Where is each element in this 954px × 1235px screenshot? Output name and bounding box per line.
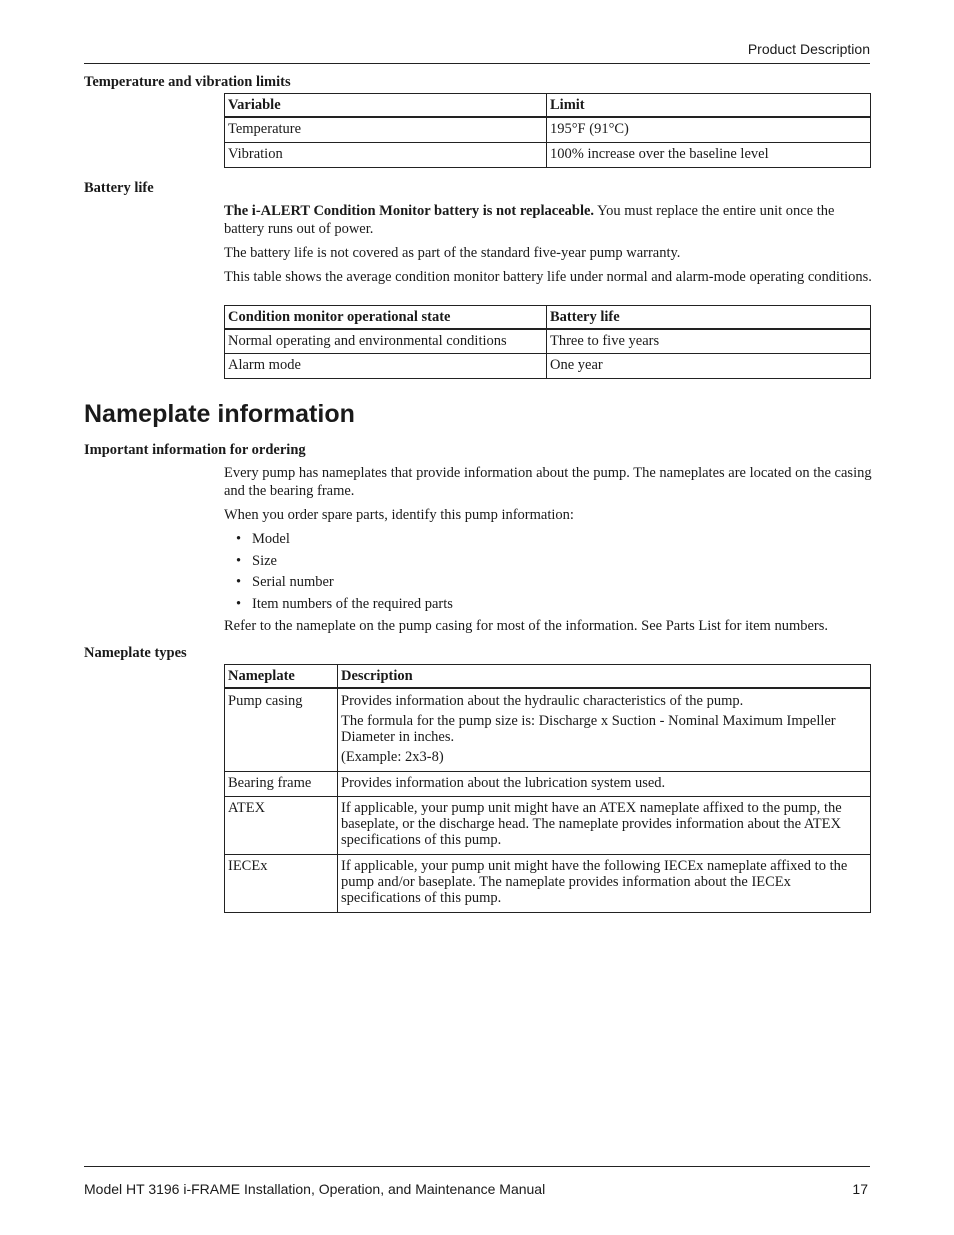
table-cell: Vibration bbox=[225, 142, 547, 167]
table-cell: Pump casing bbox=[225, 688, 338, 772]
table-row bbox=[225, 353, 871, 378]
ordering-paragraph-2: When you order spare parts, identify this pump information: bbox=[224, 507, 574, 523]
battery-heading: Battery life bbox=[84, 180, 154, 196]
bullet-icon: • bbox=[236, 595, 242, 612]
table-cell: Three to five years bbox=[547, 329, 871, 353]
battery-warning: The i-ALERT Condition Monitor battery is not replaceable. bbox=[224, 203, 595, 219]
bullet-icon: • bbox=[236, 531, 242, 547]
list-item: • Model bbox=[236, 531, 290, 547]
ordering-heading: Important information for ordering bbox=[84, 442, 306, 458]
table-cell: If applicable, your pump unit might have the following IECEx nameplate affixed to the pump and/or baseplate. The nameplate provides information about the IECEx specifications of this pump. bbox=[338, 855, 871, 913]
column-header: Nameplate bbox=[225, 665, 338, 689]
table-row bbox=[225, 855, 871, 913]
column-header: Condition monitor operational state bbox=[225, 306, 547, 330]
page-number: 17 bbox=[852, 1181, 868, 1197]
temp-vibration-table bbox=[224, 93, 871, 168]
table-cell: ATEX bbox=[225, 797, 338, 855]
section-title: Nameplate information bbox=[84, 400, 355, 428]
column-header: Description bbox=[338, 665, 871, 689]
battery-life-table bbox=[224, 305, 871, 379]
temp-vibration-heading: Temperature and vibration limits bbox=[84, 74, 291, 90]
table-row bbox=[225, 142, 871, 167]
ordering-paragraph-1: Every pump has nameplates that provide information about the pump. The nameplates are located on the casing and the bearing frame. bbox=[224, 465, 872, 499]
list-item: • Serial number bbox=[236, 574, 334, 590]
table-cell: Temperature bbox=[225, 117, 547, 142]
running-header: Product Description bbox=[747, 41, 870, 57]
table-cell: Normal operating and environmental conditions bbox=[225, 329, 547, 353]
table-row bbox=[225, 329, 871, 353]
ordering-bullet-list bbox=[236, 530, 453, 616]
battery-paragraph-1 bbox=[224, 202, 872, 238]
table-cell: Alarm mode bbox=[225, 353, 547, 378]
battery-paragraph-3: This table shows the average condition monitor battery life under normal and alarm-mode operating conditions. bbox=[224, 269, 872, 285]
table-cell: Bearing frame bbox=[225, 772, 338, 797]
header-divider bbox=[84, 63, 870, 64]
table-header-row bbox=[225, 94, 871, 118]
battery-warning-rest: You must replace the entire unit once the battery runs out of power. bbox=[224, 203, 835, 237]
column-header: Battery life bbox=[547, 306, 871, 330]
battery-paragraph-2: The battery life is not covered as part of the standard five-year pump warranty. bbox=[224, 245, 681, 261]
table-cell: 195°F (91°C) bbox=[547, 117, 871, 142]
table-cell: If applicable, your pump unit might have an ATEX nameplate affixed to the pump, the baseplate, or the discharge head. The nameplate provides information about the ATEX specifications of this pump. bbox=[338, 797, 871, 855]
description-line: The formula for the pump size is: Discharge x Suction - Nominal Maximum Impeller Diameter in inches. bbox=[341, 713, 836, 745]
bullet-icon: • bbox=[236, 552, 242, 569]
table-header-row bbox=[225, 665, 871, 689]
table-cell bbox=[338, 688, 871, 772]
description-line: Provides information about the hydraulic characteristics of the pump. bbox=[341, 693, 744, 709]
table-cell: IECEx bbox=[225, 855, 338, 913]
table-header-row bbox=[225, 306, 871, 330]
table-cell: 100% increase over the baseline level bbox=[547, 142, 871, 167]
table-row bbox=[225, 688, 871, 772]
nameplate-types-table bbox=[224, 664, 871, 913]
bullet-icon: • bbox=[236, 574, 242, 590]
ordering-paragraph-3: Refer to the nameplate on the pump casing for most of the information. See Parts List for item numbers. bbox=[224, 618, 829, 634]
table-cell: Provides information about the lubrication system used. bbox=[338, 772, 871, 797]
list-item: • Size bbox=[236, 552, 277, 569]
table-row bbox=[225, 117, 871, 142]
footer-divider bbox=[84, 1166, 870, 1167]
column-header: Variable bbox=[225, 94, 547, 118]
column-header: Limit bbox=[547, 94, 871, 118]
table-row bbox=[225, 797, 871, 855]
footer-manual-title: Model HT 3196 i-FRAME Installation, Operation, and Maintenance Manual bbox=[84, 1181, 546, 1197]
description-line: (Example: 2x3-8) bbox=[341, 749, 444, 765]
nameplate-types-heading: Nameplate types bbox=[84, 645, 187, 661]
table-cell: One year bbox=[547, 353, 871, 378]
list-item: • Item numbers of the required parts bbox=[236, 595, 453, 612]
table-row bbox=[225, 772, 871, 797]
